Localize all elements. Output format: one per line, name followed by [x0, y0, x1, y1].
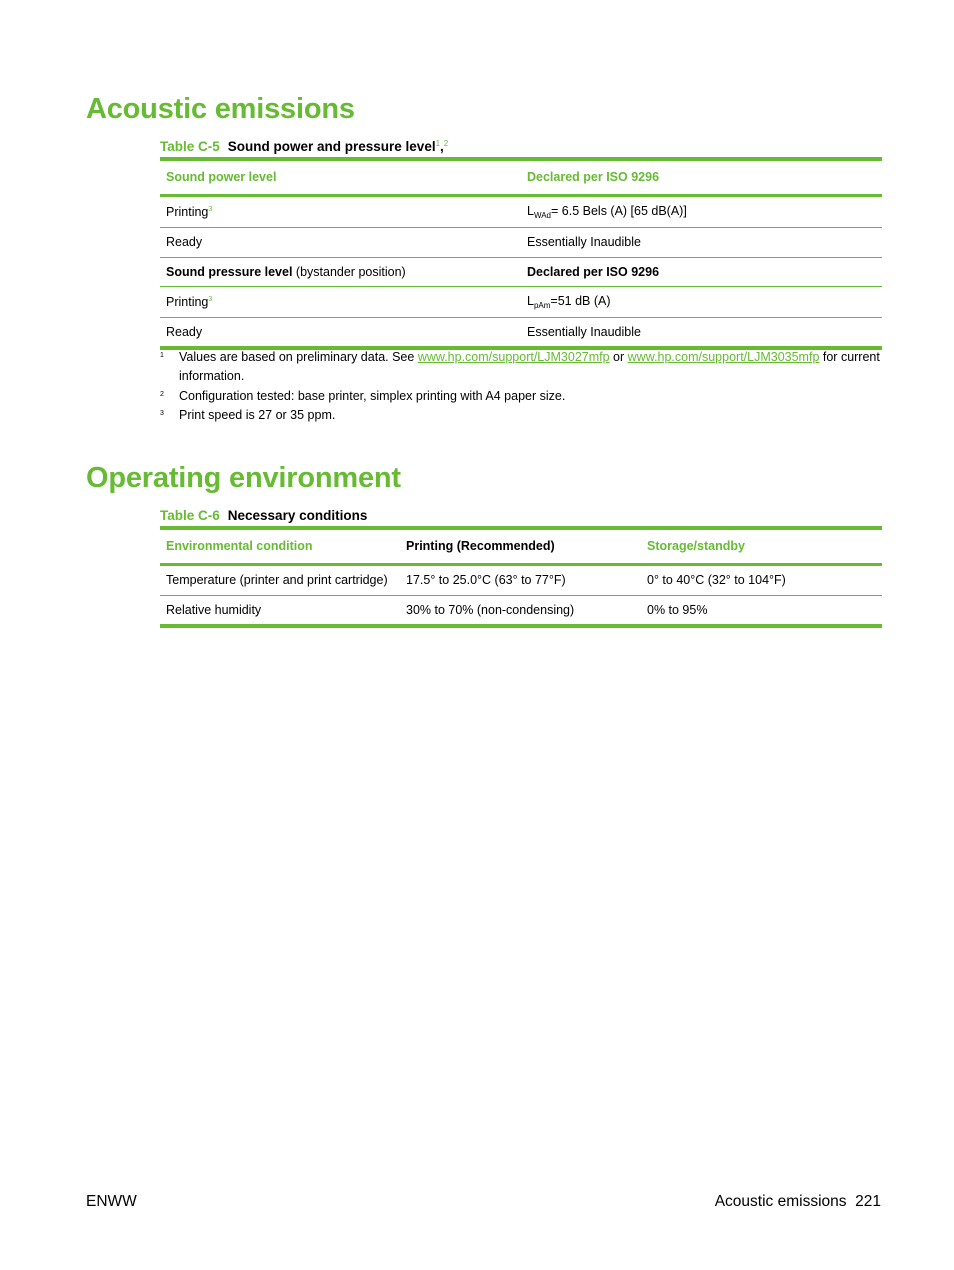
row-label: Printing$^3$	[160, 286, 521, 317]
table-subheader-row	[160, 257, 882, 286]
header-declared-iso: Declared per ISO 9296	[521, 159, 882, 195]
support-link-3027[interactable]: www.hp.com/support/LJM3027mfp	[417, 350, 610, 364]
necessary-conditions-table	[160, 526, 882, 628]
table-c6-caption	[160, 508, 367, 523]
row-label: Ready	[160, 227, 521, 257]
row-label: Ready	[160, 317, 521, 348]
footer-section-title: Acoustic emissions	[714, 1193, 847, 1210]
footnote-text: Print speed is 27 or 35 ppm.	[179, 408, 336, 422]
page-number: 221	[855, 1193, 881, 1210]
header-storage-standby: Storage/standby	[641, 528, 882, 564]
row-value: Essentially Inaudible	[521, 227, 882, 257]
footnote-2	[160, 387, 882, 406]
footer-section-page	[715, 1193, 881, 1211]
footnote-1	[160, 348, 882, 386]
row-value: $L_{pAm}=51$ dB (A)	[521, 286, 882, 317]
footnote-ref-3[interactable]: 3	[208, 295, 213, 303]
footer-enww: ENWW	[86, 1193, 137, 1210]
footnote-mark: 3	[160, 410, 164, 417]
row-value: $L_{WAd}= 6.5$ Bels (A) [65 dB(A)]	[521, 195, 882, 227]
header-sound-power-level: Sound power level	[160, 159, 521, 195]
cell-printing: 17.5° to 25.0°C (63° to 77°F)	[400, 564, 641, 595]
table-number: Table C-5	[160, 139, 220, 154]
sound-level-table	[160, 157, 882, 350]
table-title: Sound power and pressure level	[227, 139, 436, 154]
cell-printing: 30% to 70% (non-condensing)	[400, 595, 641, 626]
row-label: Printing$^3$	[160, 195, 521, 227]
subheader-sound-pressure-level: Sound pressure level (bystander position)	[160, 257, 521, 286]
footnote-3	[160, 406, 882, 425]
table-title: Necessary conditions	[227, 508, 368, 523]
support-link-3035[interactable]: www.hp.com/support/LJM3035mfp	[627, 350, 820, 364]
table-row	[160, 595, 882, 626]
table-row	[160, 286, 882, 317]
table-row	[160, 227, 882, 257]
header-environmental-condition: Environmental condition	[160, 528, 400, 564]
footnote-mark: 2	[160, 391, 164, 398]
operating-environment-heading: Operating environment	[86, 462, 401, 494]
footnote-ref-3[interactable]: 3	[208, 205, 213, 213]
table-row	[160, 564, 882, 595]
subheader-declared-iso: Declared per ISO 9296	[521, 257, 882, 286]
footnote-mark: 1	[160, 352, 164, 359]
footnote-text: Configuration tested: base printer, simplex printing with A4 paper size.	[179, 389, 566, 403]
acoustic-emissions-heading: Acoustic emissions	[86, 93, 355, 125]
caption-comma: ,	[440, 139, 444, 154]
cell-condition: Relative humidity	[160, 595, 400, 626]
footnote-text: Values are based on preliminary data. See www.hp.com/support/LJM3027mfp or www.hp.com/support/LJM3035mfp for current information.	[179, 350, 880, 383]
footnote-ref-1[interactable]: 1	[435, 139, 441, 148]
row-value: Essentially Inaudible	[521, 317, 882, 348]
footnote-ref-2[interactable]: 2	[443, 139, 449, 148]
table-row	[160, 317, 882, 348]
table-header-row	[160, 159, 882, 195]
cell-storage: 0° to 40°C (32° to 104°F)	[641, 564, 882, 595]
table-c5-caption	[160, 139, 448, 154]
table-header-row	[160, 528, 882, 564]
table-row	[160, 195, 882, 227]
table-number: Table C-6	[160, 508, 220, 523]
cell-condition: Temperature (printer and print cartridge)	[160, 564, 400, 595]
cell-storage: 0% to 95%	[641, 595, 882, 626]
header-printing-recommended: Printing (Recommended)	[400, 528, 641, 564]
